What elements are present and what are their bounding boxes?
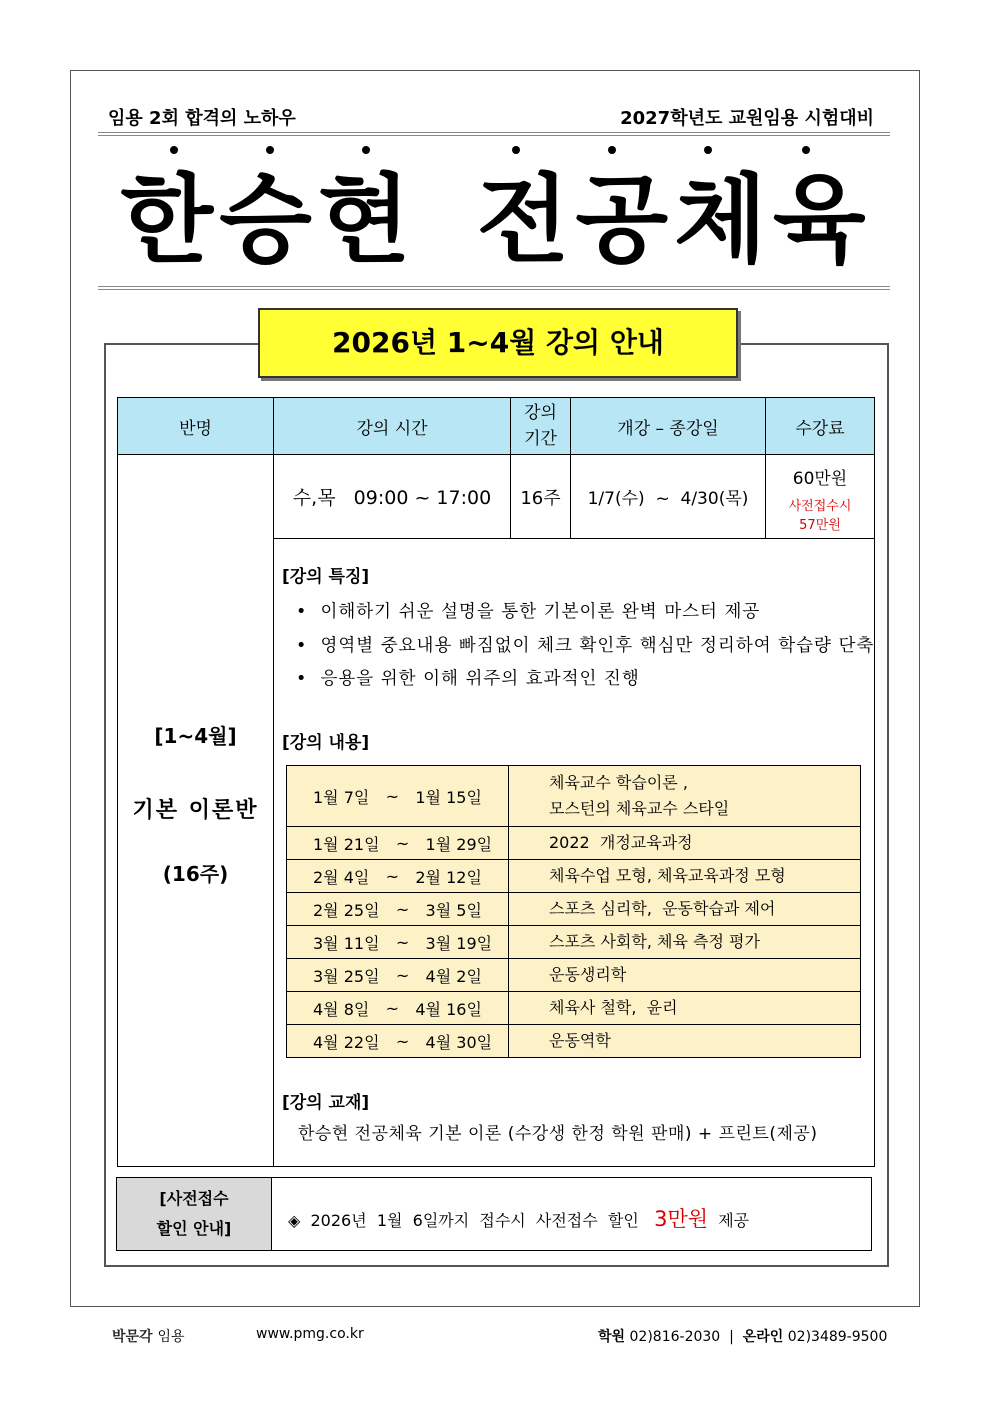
- schedule-row: 1월 7일 ~ 1월 15일 체육교수 학습이론 , 모스턴의 체육교수 스타일: [287, 766, 860, 826]
- features-title: [강의 특징]: [282, 567, 370, 587]
- schedule-row: 1월 21일 ~ 1월 29일 2022 개정교육과정: [287, 826, 860, 859]
- schedule-row: 4월 8일 ~ 4월 16일 체육사 철학, 윤리: [287, 991, 860, 1024]
- class-name-cell: [118, 720, 273, 887]
- main-title-subject: 전공체육: [476, 164, 872, 276]
- header-rule-top: [98, 132, 890, 136]
- schedule-row: 2월 4일 ~ 2월 12일 체육수업 모형, 체육교육과정 모형: [287, 859, 860, 892]
- contents-title: [강의 내용]: [282, 733, 370, 753]
- subtitle-left: 임용 2회 합격의 노하우: [108, 108, 296, 129]
- fee-regular: 60만원: [792, 469, 848, 489]
- lecture-fee-cell: [766, 455, 874, 538]
- fee-early: 57만원: [799, 518, 841, 533]
- header-dates: 개강 – 종강일: [571, 398, 765, 454]
- header-rule-bottom: [98, 286, 890, 290]
- header-time: 강의 시간: [274, 398, 510, 454]
- class-name: 기본 이론반: [132, 798, 259, 823]
- header-fee: 수강료: [766, 398, 874, 454]
- footer-contacts: 학원 02)816-2030 | 온라인 02)3489-9500: [598, 1329, 888, 1345]
- header-class-name: 반명: [118, 398, 273, 454]
- discount-label: [사전접수 할인 안내]: [117, 1178, 272, 1250]
- diamond-icon: ◈: [288, 1211, 301, 1230]
- brand-logo: 박문각: [112, 1329, 153, 1345]
- schedule-row: 3월 11일 ~ 3월 19일 스포츠 사회학, 체육 측정 평가: [287, 925, 860, 958]
- discount-text: ◈ 2026년 1월 6일까지 접수시 사전접수 할인 3만원 제공: [288, 1207, 750, 1231]
- lecture-weeks: 16주: [520, 487, 561, 509]
- feature-item: • 영역별 중요내용 빠짐없이 체크 확인후 핵심만 정리하여 학습량 단축: [296, 636, 875, 656]
- lecture-time: 수,목 09:00 ~ 17:00: [292, 487, 492, 509]
- textbook-text: 한승현 전공체육 기본 이론 (수강생 한정 학원 판매) + 프린트(제공): [298, 1124, 818, 1144]
- textbook-title: [강의 교재]: [282, 1093, 370, 1113]
- main-title-name: 한승현: [120, 164, 417, 276]
- main-title: [0, 160, 992, 280]
- schedule-row: 3월 25일 ~ 4월 2일 운동생리학: [287, 958, 860, 991]
- subtitle-right: 2027학년도 교원임용 시험대비: [620, 108, 874, 129]
- header-duration: 강의 기간: [511, 398, 570, 454]
- lecture-dates: 1/7(수) ~ 4/30(목): [587, 489, 749, 509]
- class-weeks: (16주): [162, 862, 229, 886]
- emphasis-dots: [0, 146, 992, 158]
- feature-item: • 이해하기 쉬운 설명을 통한 기본이론 완벽 마스터 제공: [296, 602, 761, 622]
- schedule-row: 4월 22일 ~ 4월 30일 운동역학: [287, 1024, 860, 1057]
- schedule-banner: 2026년 1~4월 강의 안내: [258, 308, 738, 378]
- class-period: [1~4월]: [154, 724, 237, 748]
- footer-brand: 박문각 임용: [112, 1329, 185, 1345]
- feature-item: • 응용을 위한 이해 위주의 효과적인 진행: [296, 669, 640, 689]
- schedule-table: [286, 765, 861, 1058]
- fee-early-label: 사전접수시: [788, 499, 852, 514]
- footer-url[interactable]: www.pmg.co.kr: [256, 1326, 364, 1342]
- discount-amount: 3만원: [654, 1207, 709, 1231]
- schedule-row: 2월 25일 ~ 3월 5일 스포츠 심리학, 운동학습과 제어: [287, 892, 860, 925]
